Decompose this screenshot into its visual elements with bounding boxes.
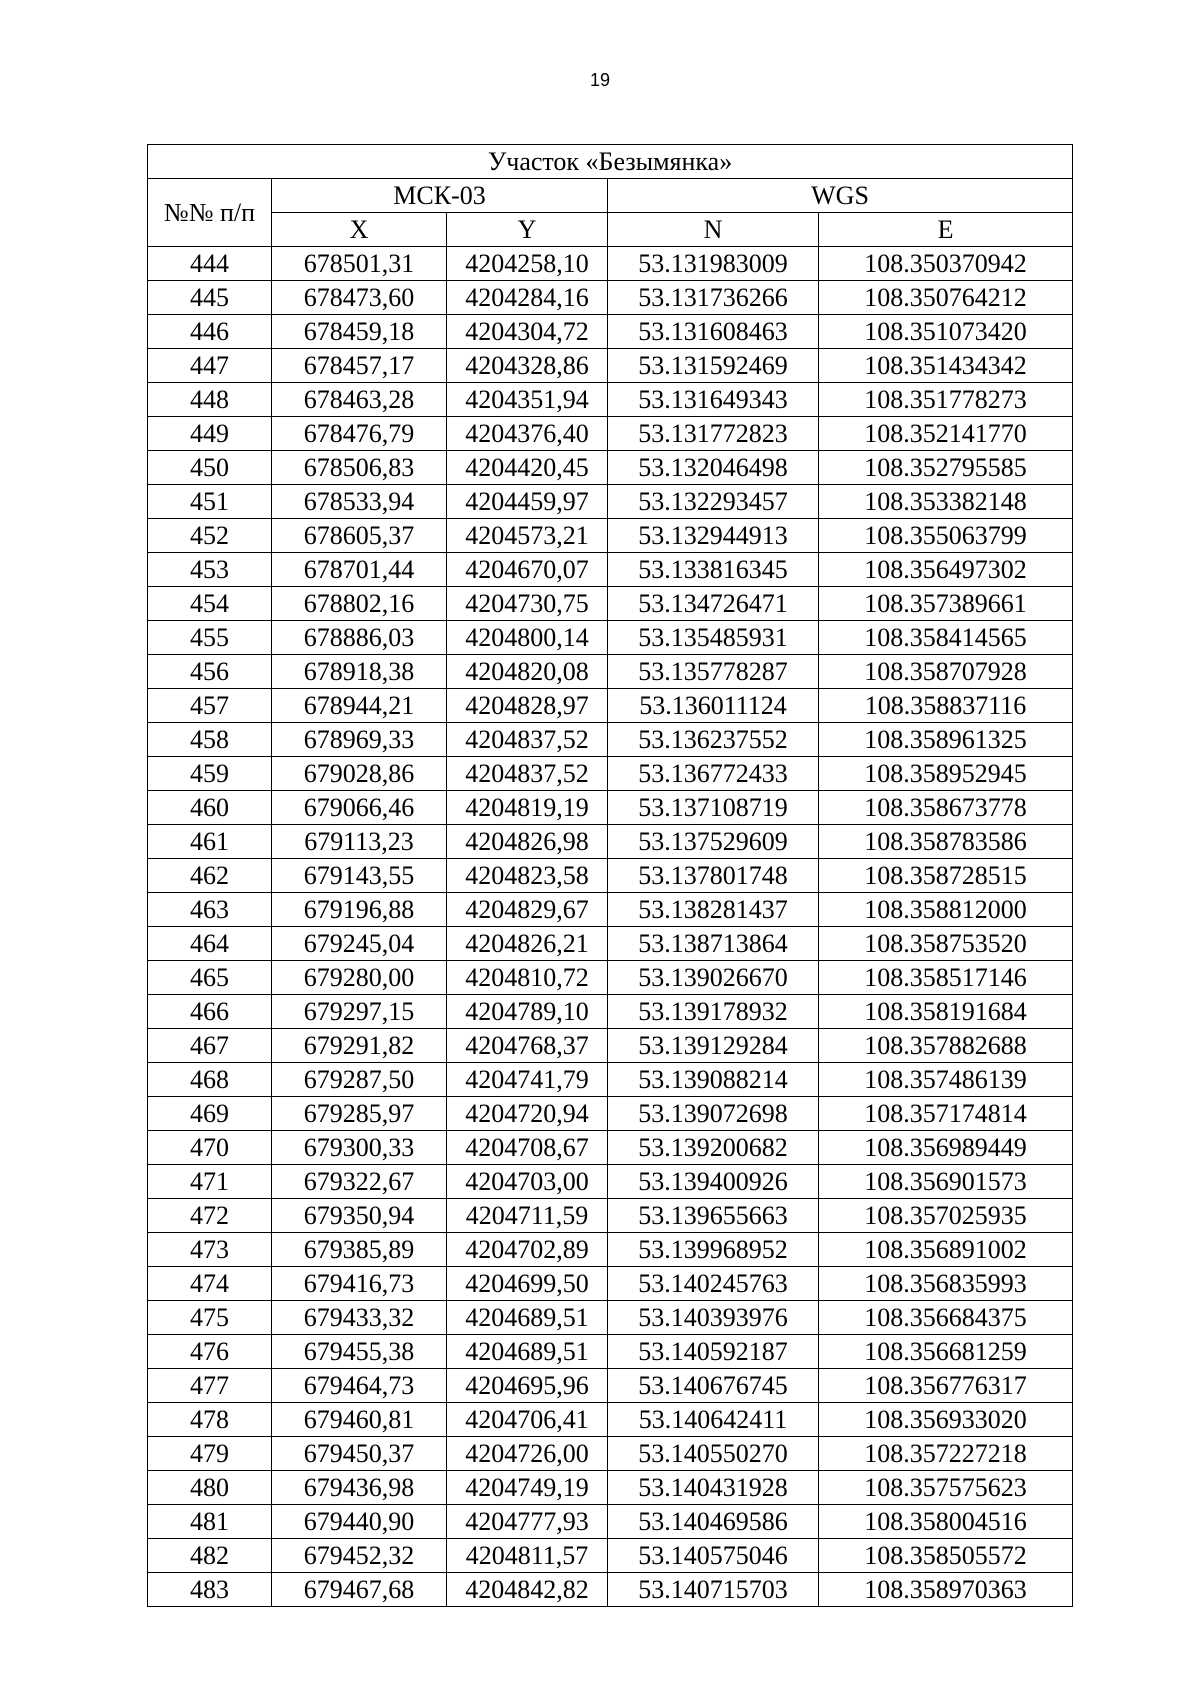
cell-x: 679245,04 xyxy=(272,927,447,961)
cell-n: 53.140715703 xyxy=(608,1573,819,1607)
cell-y: 4204820,08 xyxy=(447,655,608,689)
cell-n: 53.137108719 xyxy=(608,791,819,825)
cell-e: 108.358707928 xyxy=(819,655,1073,689)
cell-n: 53.131592469 xyxy=(608,349,819,383)
cell-number: 473 xyxy=(148,1233,272,1267)
cell-e: 108.356891002 xyxy=(819,1233,1073,1267)
cell-n: 53.139129284 xyxy=(608,1029,819,1063)
cell-y: 4204328,86 xyxy=(447,349,608,383)
cell-x: 678918,38 xyxy=(272,655,447,689)
cell-n: 53.140431928 xyxy=(608,1471,819,1505)
cell-e: 108.357025935 xyxy=(819,1199,1073,1233)
cell-e: 108.358728515 xyxy=(819,859,1073,893)
cell-number: 461 xyxy=(148,825,272,859)
cell-y: 4204699,50 xyxy=(447,1267,608,1301)
cell-e: 108.356684375 xyxy=(819,1301,1073,1335)
table-row xyxy=(148,1029,1073,1063)
cell-y: 4204842,82 xyxy=(447,1573,608,1607)
cell-x: 679066,46 xyxy=(272,791,447,825)
header-y: Y xyxy=(447,213,608,247)
cell-x: 678944,21 xyxy=(272,689,447,723)
table-row xyxy=(148,417,1073,451)
cell-x: 679450,37 xyxy=(272,1437,447,1471)
cell-y: 4204811,57 xyxy=(447,1539,608,1573)
cell-e: 108.358517146 xyxy=(819,961,1073,995)
cell-e: 108.353382148 xyxy=(819,485,1073,519)
cell-e: 108.356933020 xyxy=(819,1403,1073,1437)
table-row xyxy=(148,689,1073,723)
cell-number: 481 xyxy=(148,1505,272,1539)
cell-n: 53.131983009 xyxy=(608,247,819,281)
cell-n: 53.140393976 xyxy=(608,1301,819,1335)
cell-y: 4204284,16 xyxy=(447,281,608,315)
table-row xyxy=(148,655,1073,689)
cell-n: 53.136772433 xyxy=(608,757,819,791)
cell-x: 678473,60 xyxy=(272,281,447,315)
table-row xyxy=(148,1437,1073,1471)
cell-y: 4204789,10 xyxy=(447,995,608,1029)
cell-n: 53.139400926 xyxy=(608,1165,819,1199)
cell-x: 679028,86 xyxy=(272,757,447,791)
table-row xyxy=(148,893,1073,927)
cell-y: 4204829,67 xyxy=(447,893,608,927)
table-row xyxy=(148,1097,1073,1131)
cell-x: 679143,55 xyxy=(272,859,447,893)
cell-number: 477 xyxy=(148,1369,272,1403)
cell-number: 462 xyxy=(148,859,272,893)
cell-number: 466 xyxy=(148,995,272,1029)
cell-e: 108.350764212 xyxy=(819,281,1073,315)
cell-e: 108.357575623 xyxy=(819,1471,1073,1505)
table-row xyxy=(148,621,1073,655)
table-row xyxy=(148,757,1073,791)
cell-y: 4204777,93 xyxy=(447,1505,608,1539)
cell-n: 53.139968952 xyxy=(608,1233,819,1267)
cell-number: 474 xyxy=(148,1267,272,1301)
cell-e: 108.357389661 xyxy=(819,587,1073,621)
cell-n: 53.137801748 xyxy=(608,859,819,893)
table-row xyxy=(148,825,1073,859)
cell-e: 108.356681259 xyxy=(819,1335,1073,1369)
table-row xyxy=(148,247,1073,281)
cell-y: 4204823,58 xyxy=(447,859,608,893)
cell-x: 679416,73 xyxy=(272,1267,447,1301)
cell-n: 53.139072698 xyxy=(608,1097,819,1131)
cell-number: 467 xyxy=(148,1029,272,1063)
cell-e: 108.358837116 xyxy=(819,689,1073,723)
cell-y: 4204726,00 xyxy=(447,1437,608,1471)
cell-number: 459 xyxy=(148,757,272,791)
table-row xyxy=(148,519,1073,553)
table-row xyxy=(148,383,1073,417)
header-group-wgs: WGS xyxy=(608,179,1073,213)
table-row xyxy=(148,1301,1073,1335)
cell-x: 679455,38 xyxy=(272,1335,447,1369)
cell-y: 4204376,40 xyxy=(447,417,608,451)
cell-x: 678506,83 xyxy=(272,451,447,485)
table-row xyxy=(148,1505,1073,1539)
cell-e: 108.357227218 xyxy=(819,1437,1073,1471)
cell-y: 4204768,37 xyxy=(447,1029,608,1063)
table-row xyxy=(148,1573,1073,1607)
cell-n: 53.140550270 xyxy=(608,1437,819,1471)
cell-number: 469 xyxy=(148,1097,272,1131)
table-row xyxy=(148,1199,1073,1233)
cell-e: 108.351073420 xyxy=(819,315,1073,349)
cell-number: 468 xyxy=(148,1063,272,1097)
table-row xyxy=(148,1063,1073,1097)
cell-number: 464 xyxy=(148,927,272,961)
header-group-msk: МСК-03 xyxy=(272,179,608,213)
table-row xyxy=(148,349,1073,383)
table-row xyxy=(148,553,1073,587)
cell-n: 53.136237552 xyxy=(608,723,819,757)
cell-y: 4204420,45 xyxy=(447,451,608,485)
table-row xyxy=(148,281,1073,315)
cell-e: 108.351434342 xyxy=(819,349,1073,383)
cell-e: 108.352795585 xyxy=(819,451,1073,485)
cell-n: 53.132293457 xyxy=(608,485,819,519)
cell-y: 4204730,75 xyxy=(447,587,608,621)
cell-number: 455 xyxy=(148,621,272,655)
table-row xyxy=(148,995,1073,1029)
cell-n: 53.133816345 xyxy=(608,553,819,587)
cell-x: 679467,68 xyxy=(272,1573,447,1607)
cell-number: 454 xyxy=(148,587,272,621)
cell-n: 53.140245763 xyxy=(608,1267,819,1301)
cell-y: 4204689,51 xyxy=(447,1301,608,1335)
cell-e: 108.358414565 xyxy=(819,621,1073,655)
cell-e: 108.358952945 xyxy=(819,757,1073,791)
cell-number: 478 xyxy=(148,1403,272,1437)
cell-number: 471 xyxy=(148,1165,272,1199)
cell-x: 678802,16 xyxy=(272,587,447,621)
table-row xyxy=(148,1539,1073,1573)
cell-n: 53.134726471 xyxy=(608,587,819,621)
cell-x: 678476,79 xyxy=(272,417,447,451)
cell-e: 108.356835993 xyxy=(819,1267,1073,1301)
cell-y: 4204695,96 xyxy=(447,1369,608,1403)
cell-number: 447 xyxy=(148,349,272,383)
cell-number: 463 xyxy=(148,893,272,927)
cell-x: 679287,50 xyxy=(272,1063,447,1097)
cell-y: 4204749,19 xyxy=(447,1471,608,1505)
cell-number: 456 xyxy=(148,655,272,689)
table-row xyxy=(148,1403,1073,1437)
cell-e: 108.358505572 xyxy=(819,1539,1073,1573)
cell-e: 108.358961325 xyxy=(819,723,1073,757)
table-row xyxy=(148,1369,1073,1403)
cell-e: 108.358783586 xyxy=(819,825,1073,859)
cell-number: 446 xyxy=(148,315,272,349)
cell-y: 4204351,94 xyxy=(447,383,608,417)
table-title: Участок «Безымянка» xyxy=(148,145,1073,179)
cell-x: 679291,82 xyxy=(272,1029,447,1063)
cell-y: 4204711,59 xyxy=(447,1199,608,1233)
cell-y: 4204819,19 xyxy=(447,791,608,825)
cell-y: 4204828,97 xyxy=(447,689,608,723)
cell-x: 679322,67 xyxy=(272,1165,447,1199)
cell-n: 53.140676745 xyxy=(608,1369,819,1403)
cell-e: 108.358970363 xyxy=(819,1573,1073,1607)
table-row xyxy=(148,1233,1073,1267)
cell-e: 108.357174814 xyxy=(819,1097,1073,1131)
table-row xyxy=(148,1165,1073,1199)
page-number: 19 xyxy=(589,70,611,90)
cell-n: 53.139655663 xyxy=(608,1199,819,1233)
cell-number: 457 xyxy=(148,689,272,723)
cell-n: 53.140642411 xyxy=(608,1403,819,1437)
cell-number: 451 xyxy=(148,485,272,519)
cell-n: 53.139178932 xyxy=(608,995,819,1029)
cell-number: 482 xyxy=(148,1539,272,1573)
cell-x: 679280,00 xyxy=(272,961,447,995)
cell-number: 479 xyxy=(148,1437,272,1471)
table-row xyxy=(148,927,1073,961)
cell-x: 679460,81 xyxy=(272,1403,447,1437)
cell-e: 108.357882688 xyxy=(819,1029,1073,1063)
cell-x: 678459,18 xyxy=(272,315,447,349)
cell-number: 445 xyxy=(148,281,272,315)
table-row xyxy=(148,485,1073,519)
cell-n: 53.140592187 xyxy=(608,1335,819,1369)
cell-y: 4204573,21 xyxy=(447,519,608,553)
table-row xyxy=(148,961,1073,995)
cell-y: 4204708,67 xyxy=(447,1131,608,1165)
table-row xyxy=(148,315,1073,349)
header-n: N xyxy=(608,213,819,247)
cell-n: 53.131772823 xyxy=(608,417,819,451)
cell-y: 4204810,72 xyxy=(447,961,608,995)
cell-e: 108.358673778 xyxy=(819,791,1073,825)
cell-n: 53.137529609 xyxy=(608,825,819,859)
cell-number: 453 xyxy=(148,553,272,587)
cell-y: 4204741,79 xyxy=(447,1063,608,1097)
cell-number: 458 xyxy=(148,723,272,757)
table-row xyxy=(148,791,1073,825)
cell-y: 4204670,07 xyxy=(447,553,608,587)
cell-n: 53.131608463 xyxy=(608,315,819,349)
cell-number: 450 xyxy=(148,451,272,485)
cell-y: 4204720,94 xyxy=(447,1097,608,1131)
header-row-number: №№ п/п xyxy=(148,179,272,247)
cell-y: 4204837,52 xyxy=(447,757,608,791)
cell-e: 108.358753520 xyxy=(819,927,1073,961)
cell-number: 460 xyxy=(148,791,272,825)
cell-n: 53.140469586 xyxy=(608,1505,819,1539)
cell-y: 4204706,41 xyxy=(447,1403,608,1437)
cell-number: 465 xyxy=(148,961,272,995)
cell-x: 679196,88 xyxy=(272,893,447,927)
cell-n: 53.139200682 xyxy=(608,1131,819,1165)
cell-y: 4204703,00 xyxy=(447,1165,608,1199)
cell-e: 108.352141770 xyxy=(819,417,1073,451)
cell-y: 4204459,97 xyxy=(447,485,608,519)
cell-n: 53.135485931 xyxy=(608,621,819,655)
cell-number: 452 xyxy=(148,519,272,553)
table-row xyxy=(148,587,1073,621)
cell-x: 678501,31 xyxy=(272,247,447,281)
cell-x: 679440,90 xyxy=(272,1505,447,1539)
cell-n: 53.139088214 xyxy=(608,1063,819,1097)
cell-y: 4204800,14 xyxy=(447,621,608,655)
cell-x: 679350,94 xyxy=(272,1199,447,1233)
cell-x: 678457,17 xyxy=(272,349,447,383)
cell-number: 475 xyxy=(148,1301,272,1335)
cell-y: 4204689,51 xyxy=(447,1335,608,1369)
cell-n: 53.132944913 xyxy=(608,519,819,553)
table-body xyxy=(148,247,1073,1607)
cell-e: 108.358812000 xyxy=(819,893,1073,927)
table-row xyxy=(148,1335,1073,1369)
cell-x: 679113,23 xyxy=(272,825,447,859)
cell-x: 678886,03 xyxy=(272,621,447,655)
header-e: E xyxy=(819,213,1073,247)
cell-e: 108.358004516 xyxy=(819,1505,1073,1539)
table-row xyxy=(148,859,1073,893)
cell-x: 678463,28 xyxy=(272,383,447,417)
cell-e: 108.350370942 xyxy=(819,247,1073,281)
cell-number: 476 xyxy=(148,1335,272,1369)
cell-y: 4204258,10 xyxy=(447,247,608,281)
cell-e: 108.357486139 xyxy=(819,1063,1073,1097)
cell-x: 679436,98 xyxy=(272,1471,447,1505)
cell-e: 108.356497302 xyxy=(819,553,1073,587)
cell-number: 449 xyxy=(148,417,272,451)
cell-y: 4204304,72 xyxy=(447,315,608,349)
cell-e: 108.355063799 xyxy=(819,519,1073,553)
cell-x: 679297,15 xyxy=(272,995,447,1029)
cell-number: 483 xyxy=(148,1573,272,1607)
cell-n: 53.131736266 xyxy=(608,281,819,315)
cell-e: 108.356989449 xyxy=(819,1131,1073,1165)
table-row xyxy=(148,1471,1073,1505)
cell-x: 678701,44 xyxy=(272,553,447,587)
cell-x: 678533,94 xyxy=(272,485,447,519)
cell-n: 53.138281437 xyxy=(608,893,819,927)
cell-number: 480 xyxy=(148,1471,272,1505)
cell-y: 4204826,21 xyxy=(447,927,608,961)
cell-n: 53.138713864 xyxy=(608,927,819,961)
cell-y: 4204837,52 xyxy=(447,723,608,757)
cell-e: 108.356901573 xyxy=(819,1165,1073,1199)
cell-number: 444 xyxy=(148,247,272,281)
table-row xyxy=(148,1267,1073,1301)
cell-x: 679385,89 xyxy=(272,1233,447,1267)
cell-x: 679464,73 xyxy=(272,1369,447,1403)
cell-x: 679300,33 xyxy=(272,1131,447,1165)
cell-e: 108.356776317 xyxy=(819,1369,1073,1403)
cell-y: 4204702,89 xyxy=(447,1233,608,1267)
cell-e: 108.358191684 xyxy=(819,995,1073,1029)
cell-x: 679452,32 xyxy=(272,1539,447,1573)
table-row xyxy=(148,1131,1073,1165)
cell-x: 678605,37 xyxy=(272,519,447,553)
cell-n: 53.139026670 xyxy=(608,961,819,995)
table-row xyxy=(148,451,1073,485)
header-x: X xyxy=(272,213,447,247)
cell-e: 108.351778273 xyxy=(819,383,1073,417)
cell-n: 53.136011124 xyxy=(608,689,819,723)
table-row xyxy=(148,723,1073,757)
cell-number: 448 xyxy=(148,383,272,417)
cell-n: 53.135778287 xyxy=(608,655,819,689)
cell-n: 53.132046498 xyxy=(608,451,819,485)
cell-x: 679433,32 xyxy=(272,1301,447,1335)
coordinates-table xyxy=(147,144,1073,1607)
cell-x: 679285,97 xyxy=(272,1097,447,1131)
cell-n: 53.131649343 xyxy=(608,383,819,417)
cell-number: 470 xyxy=(148,1131,272,1165)
cell-y: 4204826,98 xyxy=(447,825,608,859)
cell-number: 472 xyxy=(148,1199,272,1233)
cell-n: 53.140575046 xyxy=(608,1539,819,1573)
cell-x: 678969,33 xyxy=(272,723,447,757)
